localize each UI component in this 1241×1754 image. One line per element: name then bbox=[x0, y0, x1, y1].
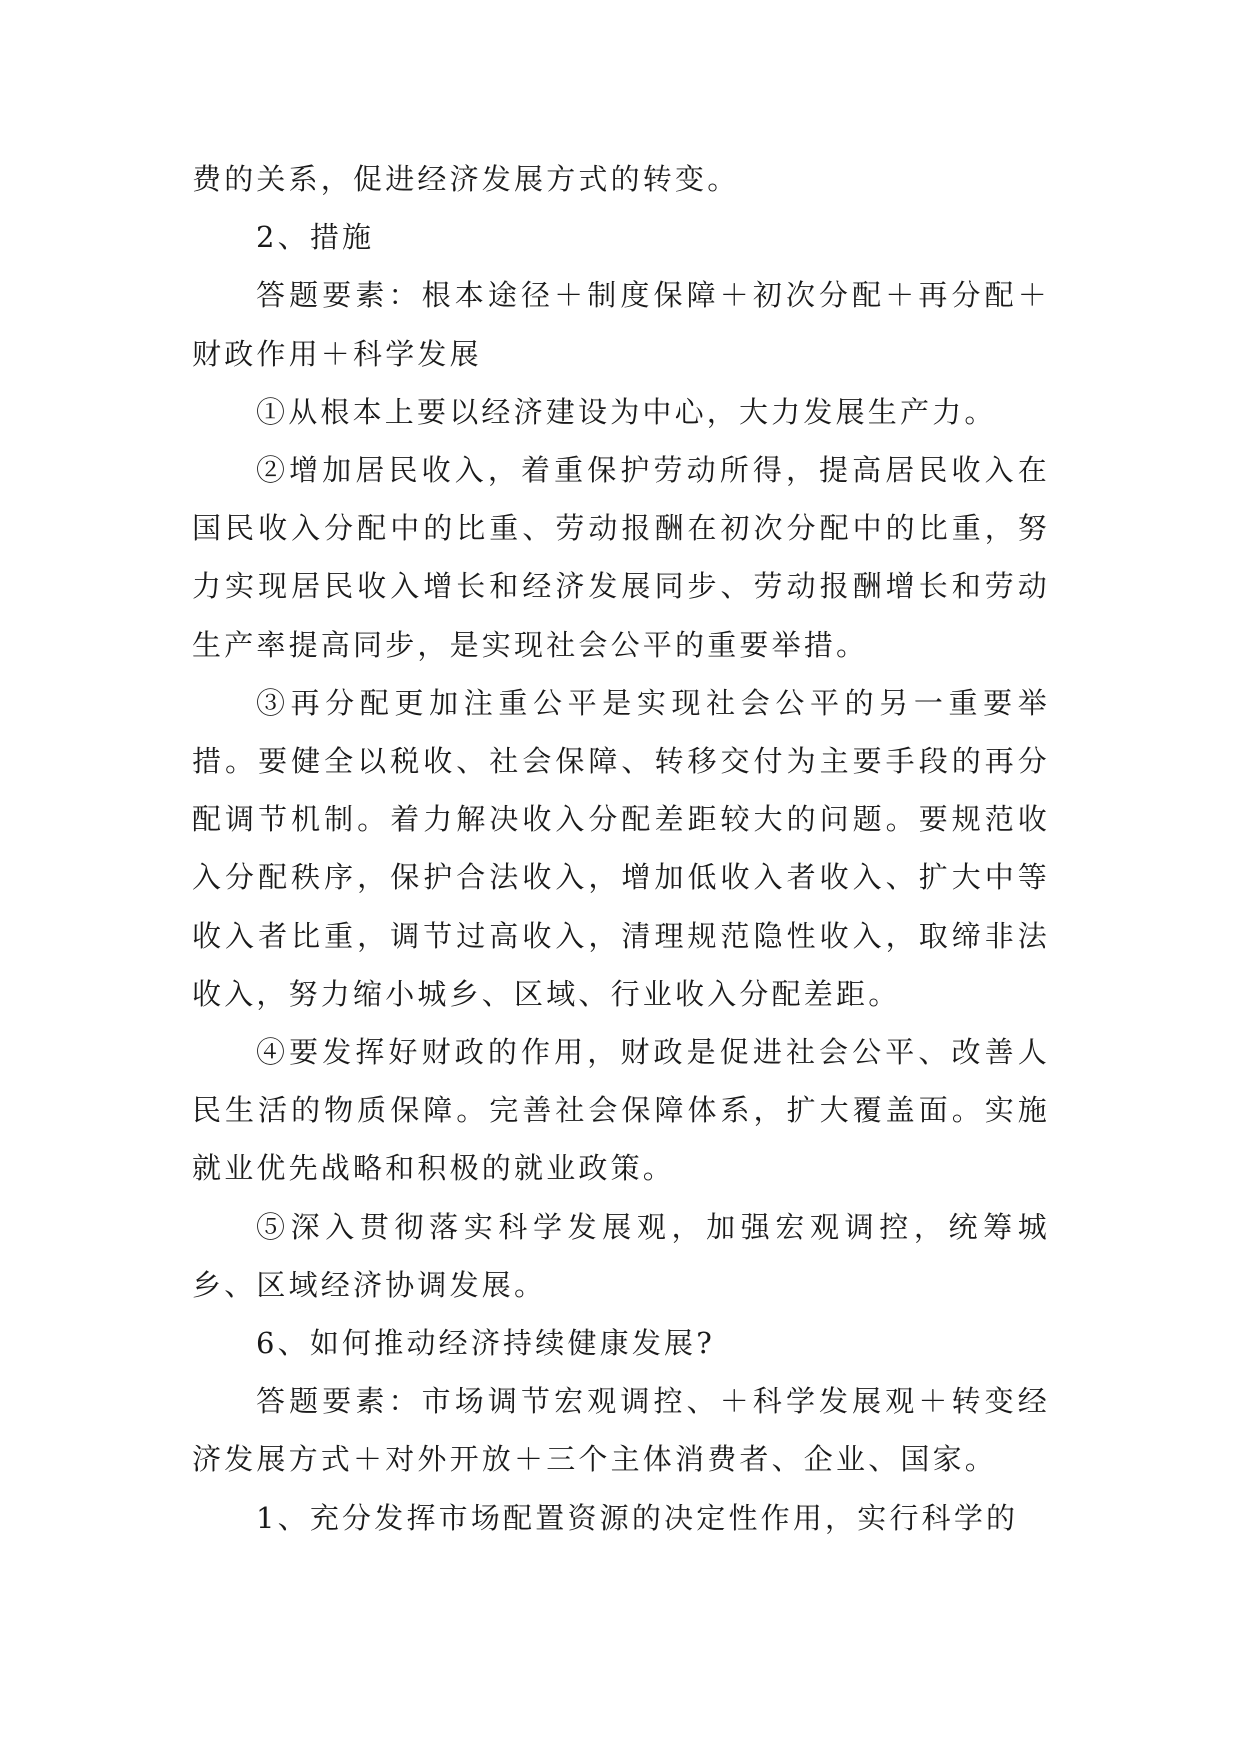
measure-item-5: ⑤深入贯彻落实科学发展观，加强宏观调控，统筹城乡、区域经济协调发展。 bbox=[192, 1209, 1050, 1302]
measure-item-2: ②增加居民收入，着重保护劳动所得，提高居民收入在国民收入分配中的比重、劳动报酬在初次分配中的比重，努力实现居民收入增长和经济发展同步、劳动报酬增长和劳动生产率提高同步，是实现社会公平的重要举措。 bbox=[192, 453, 1050, 662]
answer-key-points-6: 答题要素：市场调节宏观调控、＋科学发展观＋转变经济发展方式＋对外开放＋三个主体消费者、企业、国家。 bbox=[192, 1384, 1050, 1477]
document-body bbox=[192, 150, 1050, 1547]
section-heading-measures: 2、措施 bbox=[256, 220, 375, 255]
measure-item-4: ④要发挥好财政的作用，财政是促进社会公平、改善人民生活的物质保障。完善社会保障体系，扩大覆盖面。实施就业优先战略和积极的就业政策。 bbox=[192, 1035, 1050, 1186]
question-heading-6: 6、如何推动经济持续健康发展? bbox=[256, 1326, 715, 1361]
measure-item-3: ③再分配更加注重公平是实现社会公平的另一重要举措。要健全以税收、社会保障、转移交付为主要手段的再分配调节机制。着力解决收入分配差距较大的问题。要规范收入分配秩序，保护合法收入，增加低收入者收入、扩大中等收入者比重，调节过高收入，清理规范隐性收入，取缔非法收入，努力缩小城乡、区域、行业收入分配差距。 bbox=[192, 685, 1050, 1011]
answer-item-1: 1、充分发挥市场配置资源的决定性作用，实行科学的 bbox=[256, 1500, 1019, 1535]
paragraph-continuation: 费的关系，促进经济发展方式的转变。 bbox=[192, 162, 740, 196]
answer-key-points: 答题要素：根本途径＋制度保障＋初次分配＋再分配＋财政作用＋科学发展 bbox=[192, 278, 1050, 371]
measure-item-1: ①从根本上要以经济建设为中心，大力发展生产力。 bbox=[256, 394, 997, 429]
